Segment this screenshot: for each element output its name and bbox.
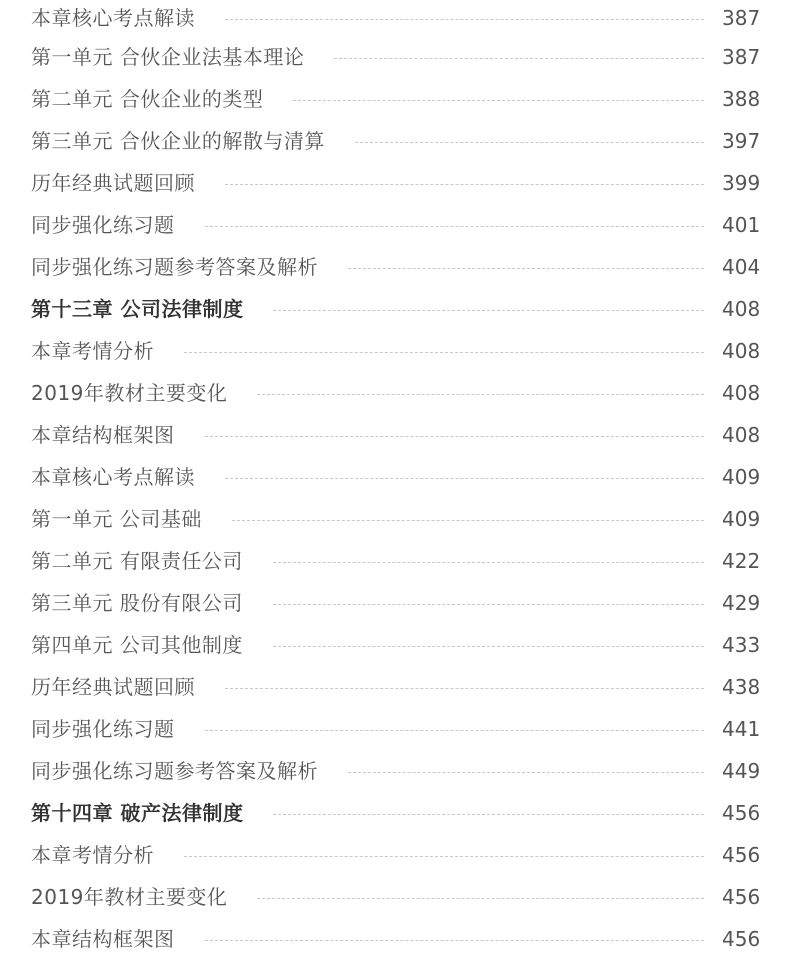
- toc-chapter-heading[interactable]: [31, 792, 760, 834]
- toc-entry[interactable]: [31, 330, 760, 372]
- toc-page-number: 456: [722, 801, 761, 825]
- dot-leader: [273, 310, 704, 311]
- dot-leader: [184, 352, 704, 353]
- dot-leader: [205, 436, 705, 437]
- dot-leader: [355, 142, 704, 143]
- dot-leader: [257, 394, 704, 395]
- dot-leader: [334, 58, 704, 59]
- toc-entry-title: 第三单元 合伙企业的解散与清算: [31, 129, 325, 153]
- toc-entry-title: 本章考情分析: [31, 339, 154, 363]
- toc-page-number: 408: [722, 339, 761, 363]
- toc-page-number: 449: [722, 759, 761, 783]
- toc-entry[interactable]: [31, 834, 760, 876]
- dot-leader: [257, 898, 704, 899]
- toc-entry[interactable]: [31, 918, 760, 960]
- toc-entry[interactable]: [31, 750, 760, 792]
- dot-leader: [232, 520, 704, 521]
- dot-leader: [205, 940, 705, 941]
- toc-entry[interactable]: [31, 414, 760, 456]
- toc-entry-title: 2019年教材主要变化: [31, 381, 228, 405]
- toc-entry-title: 第二单元 有限责任公司: [31, 549, 243, 573]
- toc-entry[interactable]: [31, 372, 760, 414]
- toc-entry-title: 历年经典试题回顾: [31, 171, 195, 195]
- toc-entry-title: 第一单元 公司基础: [31, 507, 202, 531]
- dot-leader: [225, 478, 704, 479]
- toc-entry-title: 本章结构框架图: [31, 423, 175, 447]
- toc-entry[interactable]: [31, 36, 760, 78]
- toc-entry-title: 本章核心考点解读: [31, 6, 195, 30]
- toc-entry[interactable]: [31, 708, 760, 750]
- toc-page-number: 387: [722, 45, 761, 69]
- toc-entry-title: 同步强化练习题参考答案及解析: [31, 759, 318, 783]
- toc-entry-title: 第四单元 公司其他制度: [31, 633, 243, 657]
- toc-entry[interactable]: [31, 78, 760, 120]
- toc-page-number: 399: [722, 171, 761, 195]
- toc-chapter-title: 第十四章 破产法律制度: [31, 801, 244, 825]
- toc-entry[interactable]: [31, 162, 760, 204]
- dot-leader: [225, 184, 704, 185]
- dot-leader: [348, 268, 704, 269]
- toc-entry[interactable]: [31, 498, 760, 540]
- toc-entry[interactable]: [31, 540, 760, 582]
- dot-leader: [273, 604, 704, 605]
- toc-entry-title: 同步强化练习题参考答案及解析: [31, 255, 318, 279]
- table-of-contents: [31, 0, 760, 960]
- toc-page-number: 409: [722, 465, 761, 489]
- toc-entry[interactable]: [31, 582, 760, 624]
- dot-leader: [205, 730, 705, 731]
- dot-leader: [293, 100, 704, 101]
- toc-page-number: 408: [722, 423, 761, 447]
- toc-page-number: 433: [722, 633, 761, 657]
- dot-leader: [184, 856, 704, 857]
- dot-leader: [273, 562, 704, 563]
- dot-leader: [205, 226, 705, 227]
- toc-page-number: 388: [722, 87, 761, 111]
- toc-entry[interactable]: [31, 876, 760, 918]
- toc-entry[interactable]: [31, 204, 760, 246]
- toc-page-number: 438: [722, 675, 761, 699]
- toc-page-number: 456: [722, 885, 761, 909]
- toc-entry-title: 2019年教材主要变化: [31, 885, 228, 909]
- toc-entry[interactable]: [31, 246, 760, 288]
- toc-page-number: 456: [722, 843, 761, 867]
- dot-leader: [225, 19, 704, 20]
- toc-entry[interactable]: [31, 0, 760, 36]
- toc-page-number: 408: [722, 297, 761, 321]
- toc-entry-title: 本章考情分析: [31, 843, 154, 867]
- dot-leader: [348, 772, 704, 773]
- toc-page-number: 404: [722, 255, 761, 279]
- toc-page-number: 397: [722, 129, 761, 153]
- toc-page-number: 441: [722, 717, 761, 741]
- toc-page-number: 401: [722, 213, 761, 237]
- toc-entry-title: 历年经典试题回顾: [31, 675, 195, 699]
- toc-entry[interactable]: [31, 624, 760, 666]
- toc-entry-title: 本章结构框架图: [31, 927, 175, 951]
- dot-leader: [273, 814, 704, 815]
- dot-leader: [225, 688, 704, 689]
- toc-entry-title: 第三单元 股份有限公司: [31, 591, 243, 615]
- toc-entry[interactable]: [31, 666, 760, 708]
- toc-entry-title: 第二单元 合伙企业的类型: [31, 87, 264, 111]
- toc-page-number: 456: [722, 927, 761, 951]
- toc-chapter-heading[interactable]: [31, 288, 760, 330]
- toc-entry[interactable]: [31, 456, 760, 498]
- toc-page-number: 409: [722, 507, 761, 531]
- toc-entry[interactable]: [31, 120, 760, 162]
- toc-page-number: 422: [722, 549, 761, 573]
- toc-entry-title: 第一单元 合伙企业法基本理论: [31, 45, 305, 69]
- toc-page-number: 408: [722, 381, 761, 405]
- toc-entry-title: 同步强化练习题: [31, 213, 175, 237]
- toc-page-number: 387: [722, 6, 761, 30]
- toc-page-number: 429: [722, 591, 761, 615]
- dot-leader: [273, 646, 704, 647]
- toc-chapter-title: 第十三章 公司法律制度: [31, 297, 244, 321]
- toc-entry-title: 同步强化练习题: [31, 717, 175, 741]
- toc-entry-title: 本章核心考点解读: [31, 465, 195, 489]
